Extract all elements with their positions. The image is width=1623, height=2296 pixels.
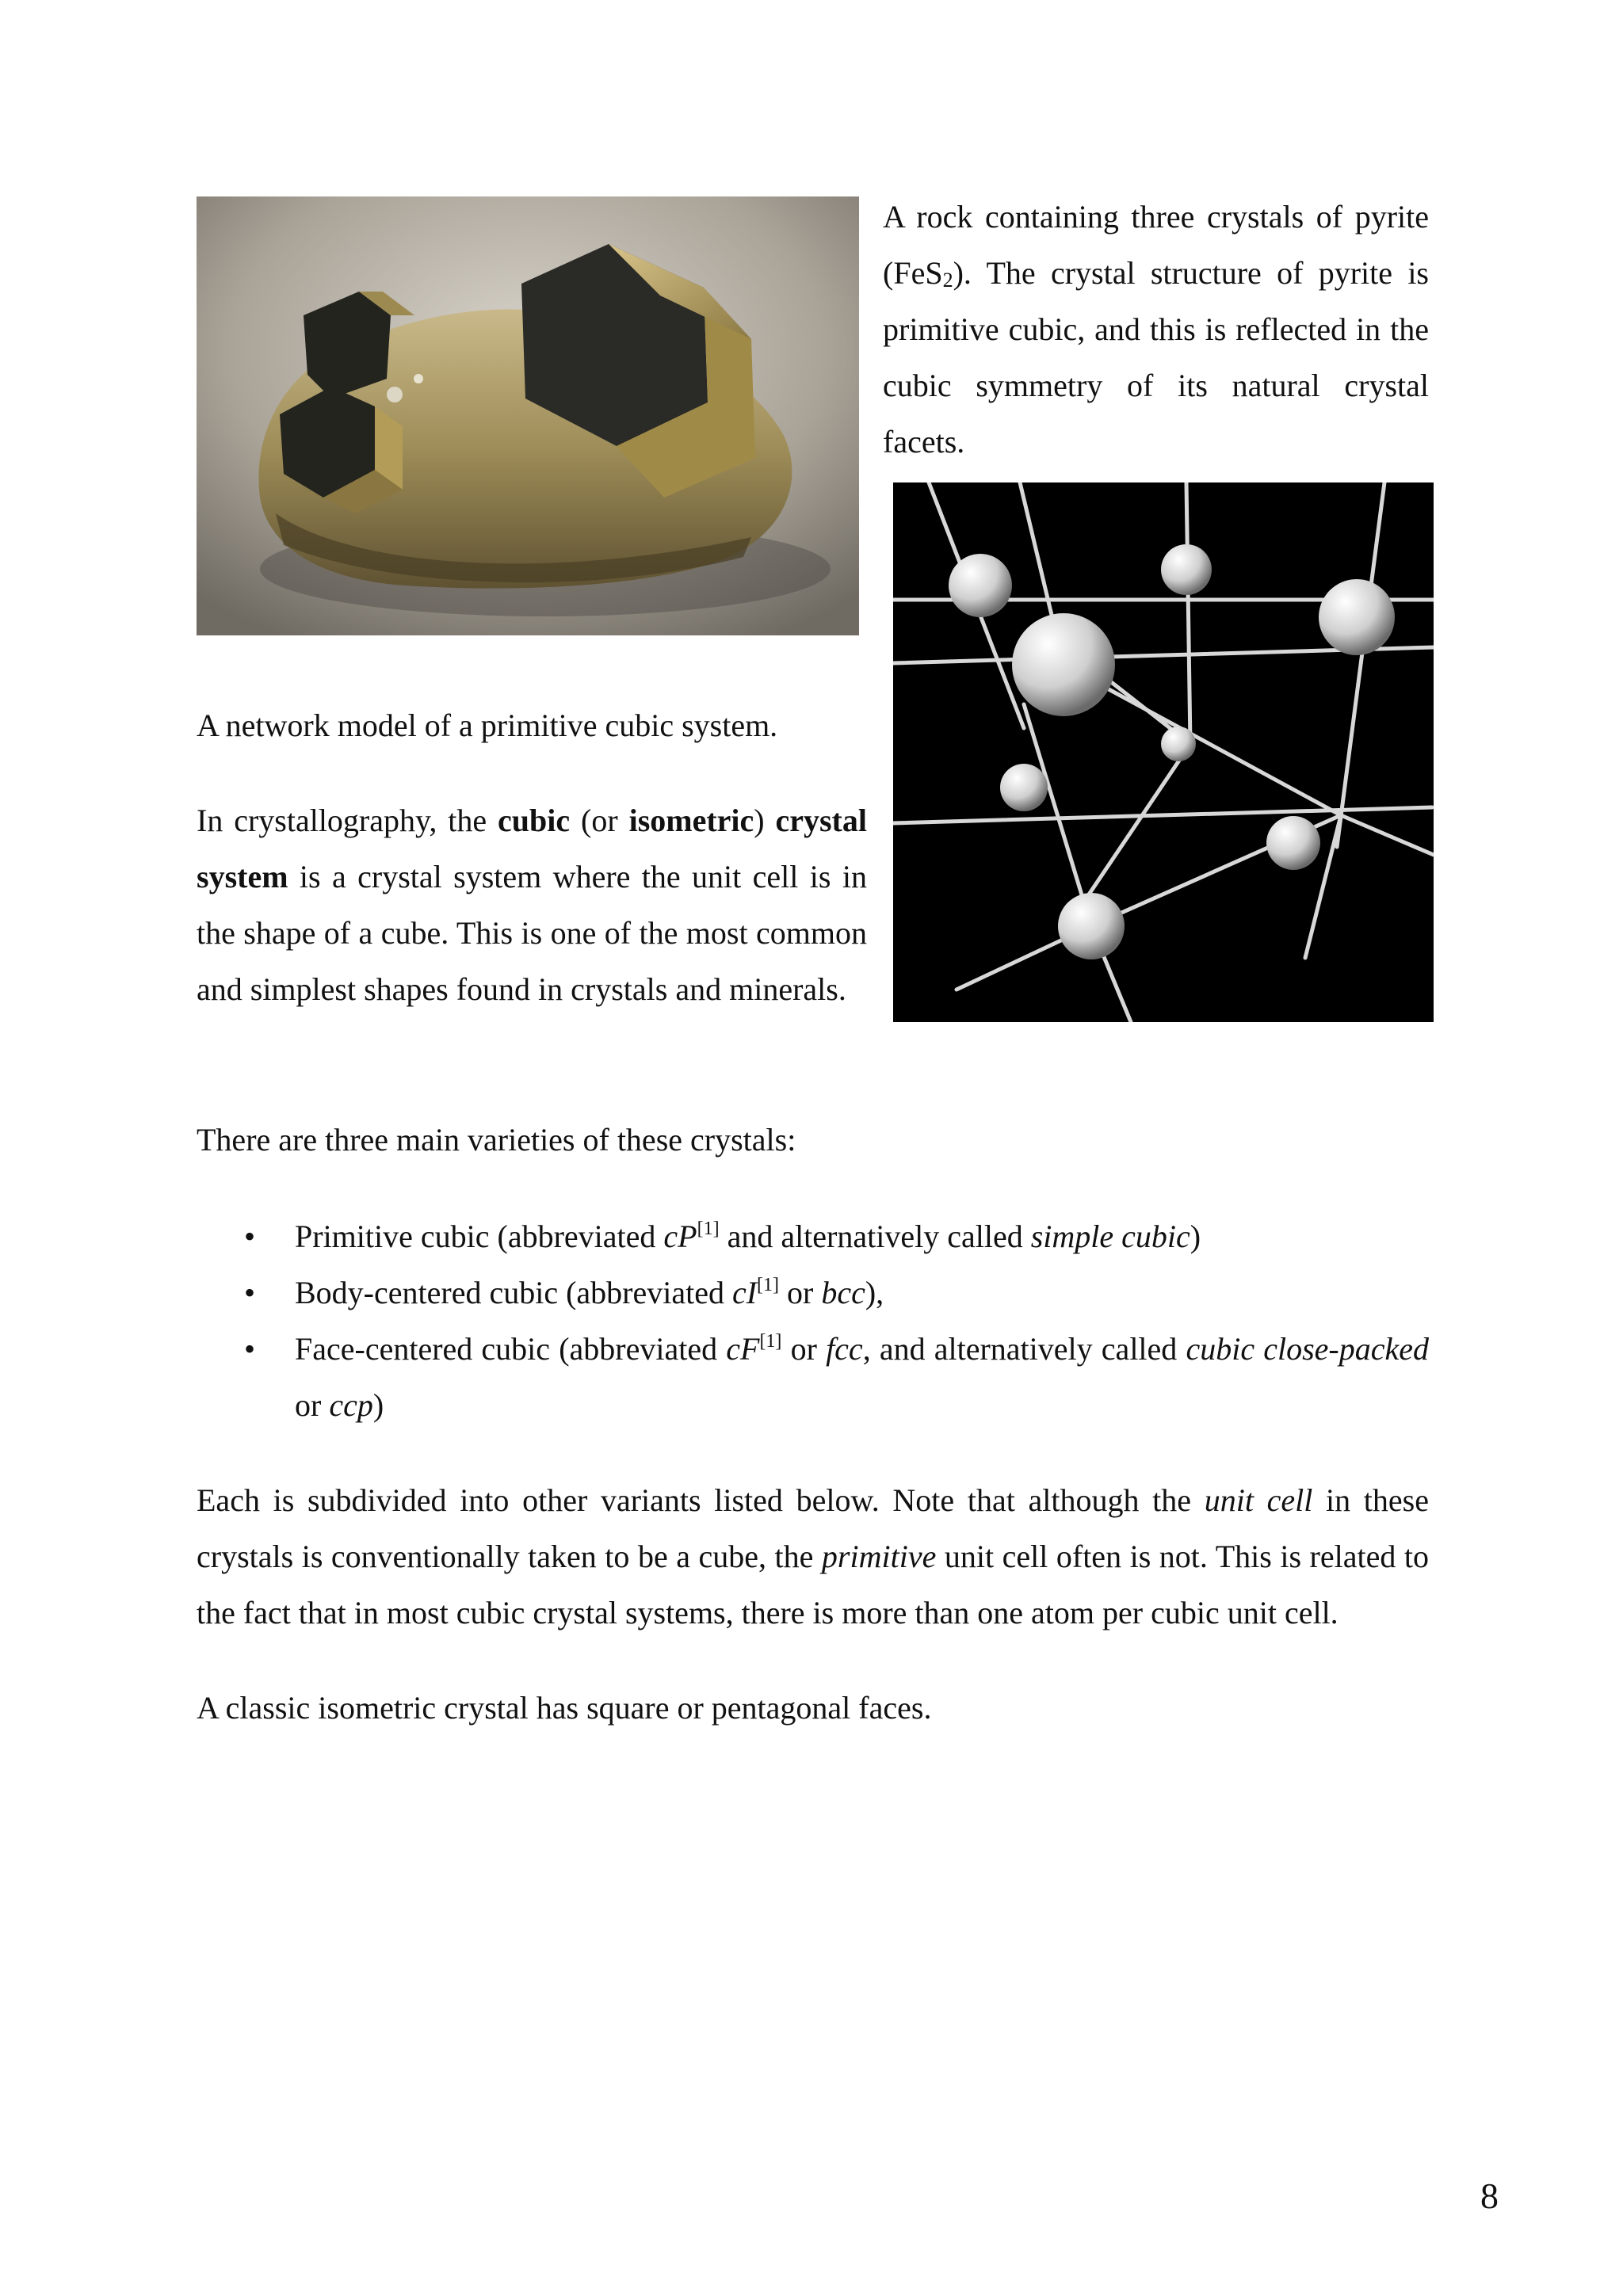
list-item: • Body-centered cubic (abbreviated cI[1] or bcc),: [197, 1264, 1429, 1321]
list-item: • Primitive cubic (abbreviated cP[1] and alternatively called simple cubic): [197, 1208, 1429, 1264]
intro-paragraph: In crystallography, the cubic (or isometric) crystal system is a crystal system where the unit cell is in the shape of a cube. This is one of the most common and simplest shapes found in crystals and minerals.: [197, 803, 867, 1007]
term-crystal-system: crystal system: [197, 803, 867, 894]
list-item: • Face-centered cubic (abbreviated cF[1] or fcc, and alternatively called cubic close-packed or ccp): [197, 1321, 1429, 1433]
varieties-lead: There are three main varieties of these crystals:: [197, 1122, 796, 1158]
reference-link[interactable]: [1]: [697, 1219, 720, 1239]
pyrite-caption: A rock containing three crystals of pyrite (FeS$_2$). The crystal structure of pyrite is primitive cubic, and this is reflected in the cubic symmetry of its natural crystal facets.: [883, 199, 1429, 460]
bullet-icon: •: [244, 1331, 256, 1367]
term-isometric: isometric: [628, 803, 754, 838]
page-number: 8: [1480, 2176, 1499, 2216]
varieties-list: [197, 1208, 1429, 1433]
bullet-icon: •: [244, 1219, 256, 1254]
final-sentence: A classic isometric crystal has square or pentagonal faces.: [197, 1690, 932, 1726]
term-cubic: cubic: [498, 803, 571, 838]
bullet-icon: •: [244, 1275, 256, 1310]
reference-link[interactable]: [1]: [759, 1331, 782, 1352]
network-model-caption: A network model of a primitive cubic system.: [197, 707, 778, 743]
pyrite-rock-photo: [197, 196, 859, 635]
unit-cell-paragraph: Each is subdivided into other variants listed below. Note that although the unit cell in these crystals is conventionally taken to be a cube, the primitive unit cell often is not. This is related to the fact that in most cubic crystal systems, there is more than one atom per cubic unit cell.: [197, 1482, 1429, 1630]
primitive-cubic-network-model: [893, 482, 1434, 1022]
reference-link[interactable]: [1]: [757, 1275, 780, 1295]
